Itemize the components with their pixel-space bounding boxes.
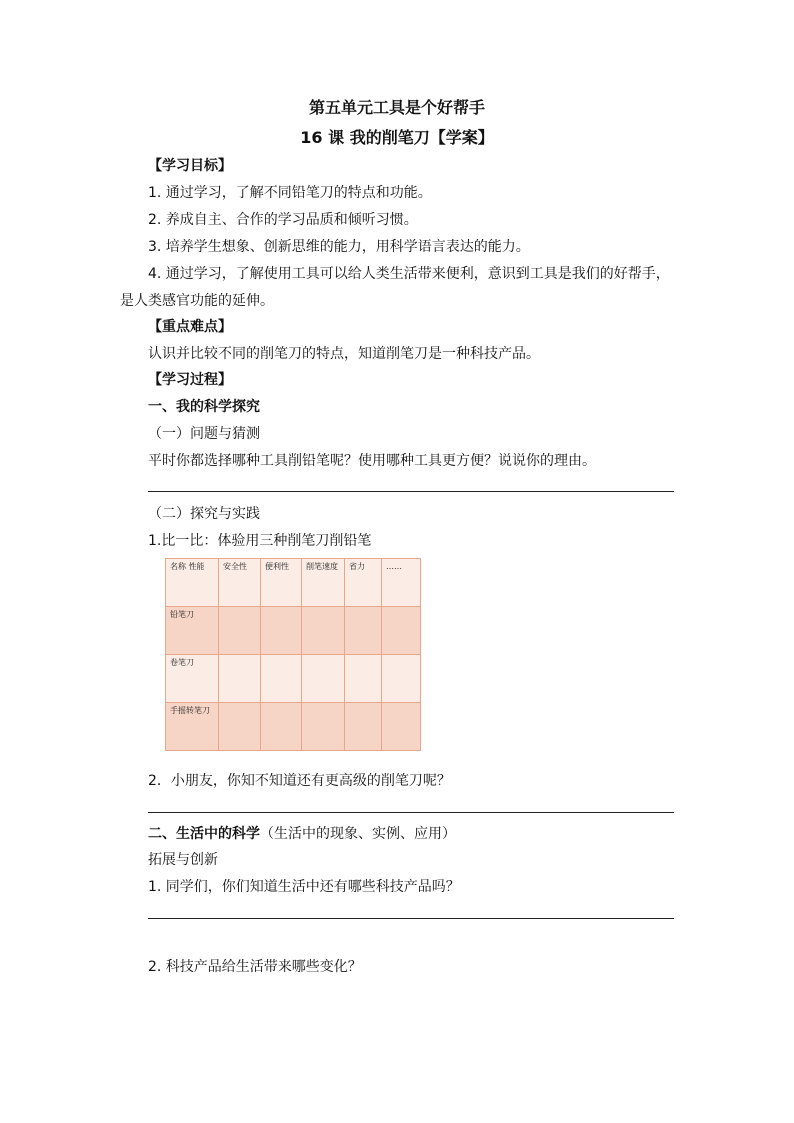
key-points-heading: 【重点难点】 xyxy=(148,319,232,335)
table-row-label: 铅笔刀 xyxy=(166,607,219,655)
part2-heading-bold: 二、生活中的科学 xyxy=(148,826,260,842)
answer-line xyxy=(148,918,674,919)
compare-item: 1.比一比：体验用三种削笔刀削铅笔 xyxy=(148,533,372,549)
table-cell xyxy=(382,607,421,655)
table-cell xyxy=(302,607,345,655)
table-cell xyxy=(261,607,302,655)
table-header-cell: 安全性 xyxy=(219,559,261,607)
part1-heading: 一、我的科学探究 xyxy=(148,399,260,415)
key-points-text: 认识并比较不同的削笔刀的特点，知道削笔刀是一种科技产品。 xyxy=(148,346,540,362)
process-heading: 【学习过程】 xyxy=(148,372,232,388)
document-title: 第五单元工具是个好帮手 xyxy=(308,98,485,117)
table-cell xyxy=(345,607,382,655)
table-cell xyxy=(382,703,421,751)
answer-line xyxy=(148,812,674,813)
table-header-cell: 削笔速度 xyxy=(302,559,345,607)
table-header-cell: …… xyxy=(382,559,421,607)
objective-item: 1. 通过学习，了解不同铅笔刀的特点和功能。 xyxy=(148,185,432,201)
table-cell xyxy=(261,655,302,703)
part2-heading xyxy=(148,825,456,843)
part2-heading-note: （生活中的现象、实例、应用） xyxy=(260,826,456,842)
table-row xyxy=(166,607,421,655)
table-row xyxy=(166,703,421,751)
table-cell xyxy=(345,703,382,751)
table-header-row xyxy=(166,559,421,607)
table-cell xyxy=(302,703,345,751)
question-2: 2. 科技产品给生活带来哪些变化？ xyxy=(148,959,362,975)
table-cell xyxy=(219,655,261,703)
objective-item-continuation: 是人类感官功能的延伸。 xyxy=(120,293,274,309)
objective-item: 2. 养成自主、合作的学习品质和倾听习惯。 xyxy=(148,212,418,228)
table-cell xyxy=(219,703,261,751)
table-cell xyxy=(382,655,421,703)
comparison-table xyxy=(165,558,421,751)
objective-item: 4. 通过学习，了解使用工具可以给人类生活带来便利，意识到工具是我们的好帮手， xyxy=(148,266,670,282)
table-cell xyxy=(345,655,382,703)
sub1-heading: （一）问题与猜测 xyxy=(148,426,260,442)
objective-item: 3. 培养学生想象、创新思维的能力，用科学语言表达的能力。 xyxy=(148,239,530,255)
sub1-question: 平时你都选择哪种工具削铅笔呢？使用哪种工具更方便？说说你的理由。 xyxy=(148,453,596,469)
table-row xyxy=(166,655,421,703)
advanced-sharpener-question: 2．小朋友，你知不知道还有更高级的削笔刀呢？ xyxy=(148,773,451,789)
question-1: 1. 同学们，你们知道生活中还有哪些科技产品吗？ xyxy=(148,879,460,895)
table-header-cell: 便利性 xyxy=(261,559,302,607)
table-row-label: 卷笔刀 xyxy=(166,655,219,703)
table-header-cell: 名称 性能 xyxy=(166,559,219,607)
extension-heading: 拓展与创新 xyxy=(148,852,218,868)
table-header-cell: 省力 xyxy=(345,559,382,607)
table-cell xyxy=(302,655,345,703)
sub2-heading: （二）探究与实践 xyxy=(148,506,260,522)
document-subtitle: 16 课 我的削笔刀【学案】 xyxy=(300,128,494,147)
objectives-heading: 【学习目标】 xyxy=(148,158,232,174)
table-row-label: 手摇转笔刀 xyxy=(166,703,219,751)
answer-line xyxy=(148,491,674,492)
table-cell xyxy=(261,703,302,751)
table-cell xyxy=(219,607,261,655)
